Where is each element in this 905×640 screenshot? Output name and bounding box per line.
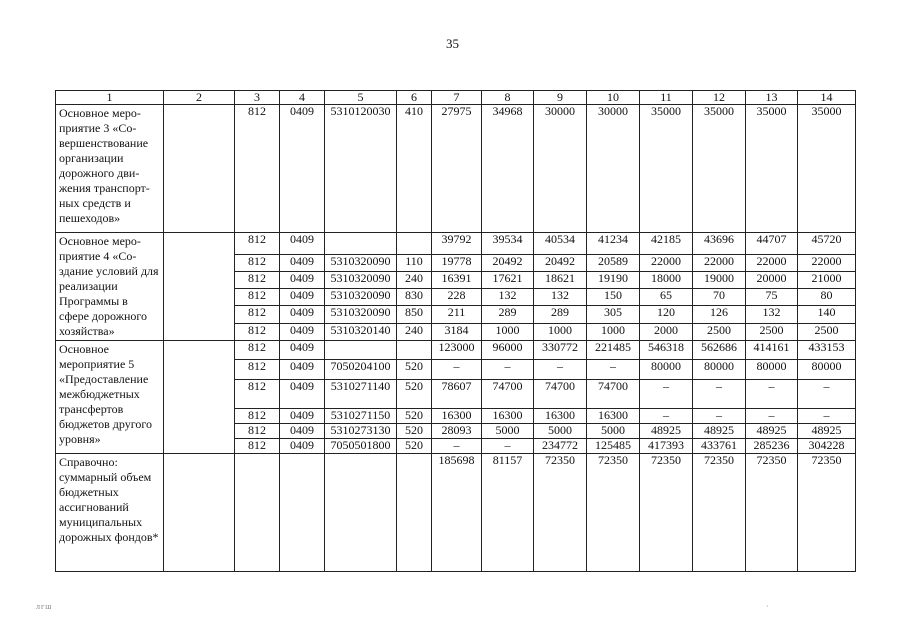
table-cell: 5310120030 <box>325 105 397 233</box>
table-cell: 2500 <box>693 323 746 340</box>
table-cell: 812 <box>235 233 280 255</box>
table-cell: 19190 <box>587 272 640 289</box>
table-cell: 185698 <box>432 454 482 572</box>
table-cell: 2500 <box>798 323 856 340</box>
table-cell: 78607 <box>432 380 482 409</box>
table-cell: 520 <box>397 424 432 439</box>
table-row <box>56 233 856 255</box>
table-cell: 5310320090 <box>325 306 397 323</box>
table-cell: 17621 <box>482 272 534 289</box>
header-cell: 10 <box>587 91 640 105</box>
table-cell: 74700 <box>587 380 640 409</box>
table-cell: 132 <box>534 289 587 306</box>
table-cell: 20492 <box>534 254 587 271</box>
table-cell: 0409 <box>280 254 325 271</box>
header-cell: 5 <box>325 91 397 105</box>
table-row <box>56 341 856 360</box>
table-cell: 414161 <box>746 341 798 360</box>
table-cell: 1000 <box>587 323 640 340</box>
table-cell: 27975 <box>432 105 482 233</box>
table-cell: 40534 <box>534 233 587 255</box>
page-number: 35 <box>446 36 459 51</box>
table-cell: 5310320090 <box>325 272 397 289</box>
table-cell: 140 <box>798 306 856 323</box>
table-cell: – <box>482 439 534 454</box>
table-cell: 20492 <box>482 254 534 271</box>
header-cell: 13 <box>746 91 798 105</box>
header-cell: 3 <box>235 91 280 105</box>
table-cell: – <box>534 360 587 380</box>
table-cell: 417393 <box>640 439 693 454</box>
header-cell: 6 <box>397 91 432 105</box>
table-cell: 305 <box>587 306 640 323</box>
table-cell: 39534 <box>482 233 534 255</box>
table-cell: 520 <box>397 409 432 424</box>
table-cell: 41234 <box>587 233 640 255</box>
table-cell: 48925 <box>746 424 798 439</box>
table-cell: 0409 <box>280 341 325 360</box>
table-cell <box>397 233 432 255</box>
row-description: Основное меро-приятие 3 «Со-вершенствование организации дорожного дви-жения транспорт-ных средств и пешеходов» <box>56 105 164 233</box>
table-cell: 28093 <box>432 424 482 439</box>
table-cell: 74700 <box>534 380 587 409</box>
table-cell: 75 <box>746 289 798 306</box>
table-cell: 0409 <box>280 409 325 424</box>
table-cell: 1000 <box>534 323 587 340</box>
table-cell: 48925 <box>798 424 856 439</box>
header-cell: 14 <box>798 91 856 105</box>
table-cell: 65 <box>640 289 693 306</box>
table-cell: 72350 <box>746 454 798 572</box>
table-cell: 5000 <box>534 424 587 439</box>
table-cell: 3184 <box>432 323 482 340</box>
table-cell: 35000 <box>693 105 746 233</box>
header-cell: 2 <box>164 91 235 105</box>
table-cell: 520 <box>397 380 432 409</box>
table-cell: 240 <box>397 272 432 289</box>
table-cell: 34968 <box>482 105 534 233</box>
table-cell: 850 <box>397 306 432 323</box>
table-cell: 74700 <box>482 380 534 409</box>
table-cell: 221485 <box>587 341 640 360</box>
table-cell: – <box>640 380 693 409</box>
table-cell: 21000 <box>798 272 856 289</box>
table-cell: 0409 <box>280 233 325 255</box>
row-description: Справочно: суммарный объем бюджетных ассигнований муниципальных дорожных фондов* <box>56 454 164 572</box>
table-cell: 72350 <box>693 454 746 572</box>
table-cell: 19000 <box>693 272 746 289</box>
table-cell: 285236 <box>746 439 798 454</box>
row-description: Основное мероприятие 5 «Предоставление межбюджетных трансфертов бюджетов другого уровня» <box>56 341 164 454</box>
table-cell: 830 <box>397 289 432 306</box>
header-cell: 9 <box>534 91 587 105</box>
table-cell: 0409 <box>280 380 325 409</box>
table-cell: 0409 <box>280 105 325 233</box>
table-cell: 22000 <box>693 254 746 271</box>
table-cell: 228 <box>432 289 482 306</box>
table-cell: 0409 <box>280 306 325 323</box>
table-cell: 7050501800 <box>325 439 397 454</box>
header-cell: 12 <box>693 91 746 105</box>
table-cell: 30000 <box>534 105 587 233</box>
table-row <box>56 454 856 572</box>
table-cell: 5310273130 <box>325 424 397 439</box>
table-cell: – <box>746 409 798 424</box>
table-cell: 0409 <box>280 289 325 306</box>
table-cell: 20000 <box>746 272 798 289</box>
table-cell: 44707 <box>746 233 798 255</box>
table-cell: 0409 <box>280 360 325 380</box>
table-cell: – <box>693 380 746 409</box>
table-cell: 48925 <box>693 424 746 439</box>
table-cell: 72350 <box>534 454 587 572</box>
table-cell: 0409 <box>280 272 325 289</box>
table-cell: 70 <box>693 289 746 306</box>
table-cell: 48925 <box>640 424 693 439</box>
table-cell: 16300 <box>432 409 482 424</box>
table-cell: 410 <box>397 105 432 233</box>
table-cell: 289 <box>482 306 534 323</box>
table-cell: 22000 <box>746 254 798 271</box>
table-cell: 812 <box>235 424 280 439</box>
table-cell: 812 <box>235 272 280 289</box>
empty-cell <box>164 105 235 233</box>
table-cell: 0409 <box>280 424 325 439</box>
table-cell: 0409 <box>280 439 325 454</box>
header-cell: 1 <box>56 91 164 105</box>
table-cell: 211 <box>432 306 482 323</box>
table-cell: 240 <box>397 323 432 340</box>
table-cell: 5310320090 <box>325 254 397 271</box>
table-cell: 5310320140 <box>325 323 397 340</box>
table-cell: 22000 <box>640 254 693 271</box>
table-cell: 35000 <box>746 105 798 233</box>
header-cell: 11 <box>640 91 693 105</box>
table-cell <box>397 454 432 572</box>
table-cell <box>325 454 397 572</box>
table-cell: 132 <box>746 306 798 323</box>
table-cell: 19778 <box>432 254 482 271</box>
table-cell: 330772 <box>534 341 587 360</box>
table-cell: 150 <box>587 289 640 306</box>
table-cell: 812 <box>235 105 280 233</box>
header-row <box>56 91 856 105</box>
table-cell: 1000 <box>482 323 534 340</box>
table-cell: 5310271140 <box>325 380 397 409</box>
table-cell: 72350 <box>640 454 693 572</box>
table-cell: 35000 <box>798 105 856 233</box>
table-cell: 16300 <box>534 409 587 424</box>
table-cell: – <box>587 360 640 380</box>
table-cell: 0409 <box>280 323 325 340</box>
table-cell: 96000 <box>482 341 534 360</box>
table-cell: 546318 <box>640 341 693 360</box>
table-cell: 43696 <box>693 233 746 255</box>
table-cell: 289 <box>534 306 587 323</box>
table-cell: 812 <box>235 306 280 323</box>
table-cell: 125485 <box>587 439 640 454</box>
empty-cell <box>164 341 235 454</box>
footer-mark: лгш <box>36 602 53 611</box>
footer-dot: · <box>766 602 769 611</box>
table-cell <box>397 341 432 360</box>
table-cell: 123000 <box>432 341 482 360</box>
table-cell: 812 <box>235 323 280 340</box>
header-cell: 8 <box>482 91 534 105</box>
table-cell: 812 <box>235 341 280 360</box>
table-cell: 2500 <box>746 323 798 340</box>
table-cell: 80000 <box>640 360 693 380</box>
table-cell: 126 <box>693 306 746 323</box>
table-cell: 72350 <box>798 454 856 572</box>
table-cell: 30000 <box>587 105 640 233</box>
table-cell: 120 <box>640 306 693 323</box>
header-cell: 7 <box>432 91 482 105</box>
table-cell: 18621 <box>534 272 587 289</box>
table-cell: 520 <box>397 439 432 454</box>
table-cell: 812 <box>235 360 280 380</box>
table-cell: – <box>798 380 856 409</box>
table-cell: 132 <box>482 289 534 306</box>
table-cell: 16391 <box>432 272 482 289</box>
table-cell: – <box>432 439 482 454</box>
table-cell: 110 <box>397 254 432 271</box>
table-cell: 81157 <box>482 454 534 572</box>
table-cell: – <box>746 380 798 409</box>
table-row <box>56 105 856 233</box>
table-cell <box>280 454 325 572</box>
table-cell: 2000 <box>640 323 693 340</box>
table-cell: 16300 <box>482 409 534 424</box>
table-cell: 80000 <box>798 360 856 380</box>
table-cell: 20589 <box>587 254 640 271</box>
table-cell: – <box>798 409 856 424</box>
table-cell: 80000 <box>693 360 746 380</box>
table-cell: 812 <box>235 289 280 306</box>
table-cell: 80 <box>798 289 856 306</box>
table-cell: 80000 <box>746 360 798 380</box>
budget-table <box>55 90 856 572</box>
table-cell: – <box>432 360 482 380</box>
table-cell: 5310320090 <box>325 289 397 306</box>
header-cell: 4 <box>280 91 325 105</box>
table-cell: – <box>482 360 534 380</box>
table-cell <box>325 341 397 360</box>
table-cell: 562686 <box>693 341 746 360</box>
table-cell: 16300 <box>587 409 640 424</box>
table-cell: 5000 <box>482 424 534 439</box>
table-cell: 35000 <box>640 105 693 233</box>
table-cell: 5310271150 <box>325 409 397 424</box>
table-cell: 812 <box>235 380 280 409</box>
table-cell: 7050204100 <box>325 360 397 380</box>
table-cell: 42185 <box>640 233 693 255</box>
table-cell <box>325 233 397 255</box>
empty-cell <box>164 454 235 572</box>
table-cell: 433761 <box>693 439 746 454</box>
table-cell: – <box>640 409 693 424</box>
table-cell: 18000 <box>640 272 693 289</box>
table-cell: 45720 <box>798 233 856 255</box>
table-cell: 812 <box>235 409 280 424</box>
table-cell: 812 <box>235 254 280 271</box>
table-cell: 5000 <box>587 424 640 439</box>
row-description: Основное меро-приятие 4 «Со-здание условий для реализации Программы в сфере дорожного хозяйства» <box>56 233 164 341</box>
empty-cell <box>164 233 235 341</box>
table-cell: 234772 <box>534 439 587 454</box>
table-cell: 520 <box>397 360 432 380</box>
table-cell: – <box>693 409 746 424</box>
table-cell: 812 <box>235 439 280 454</box>
table-cell <box>235 454 280 572</box>
table-cell: 22000 <box>798 254 856 271</box>
table-cell: 39792 <box>432 233 482 255</box>
table-cell: 433153 <box>798 341 856 360</box>
table-cell: 72350 <box>587 454 640 572</box>
table-cell: 304228 <box>798 439 856 454</box>
